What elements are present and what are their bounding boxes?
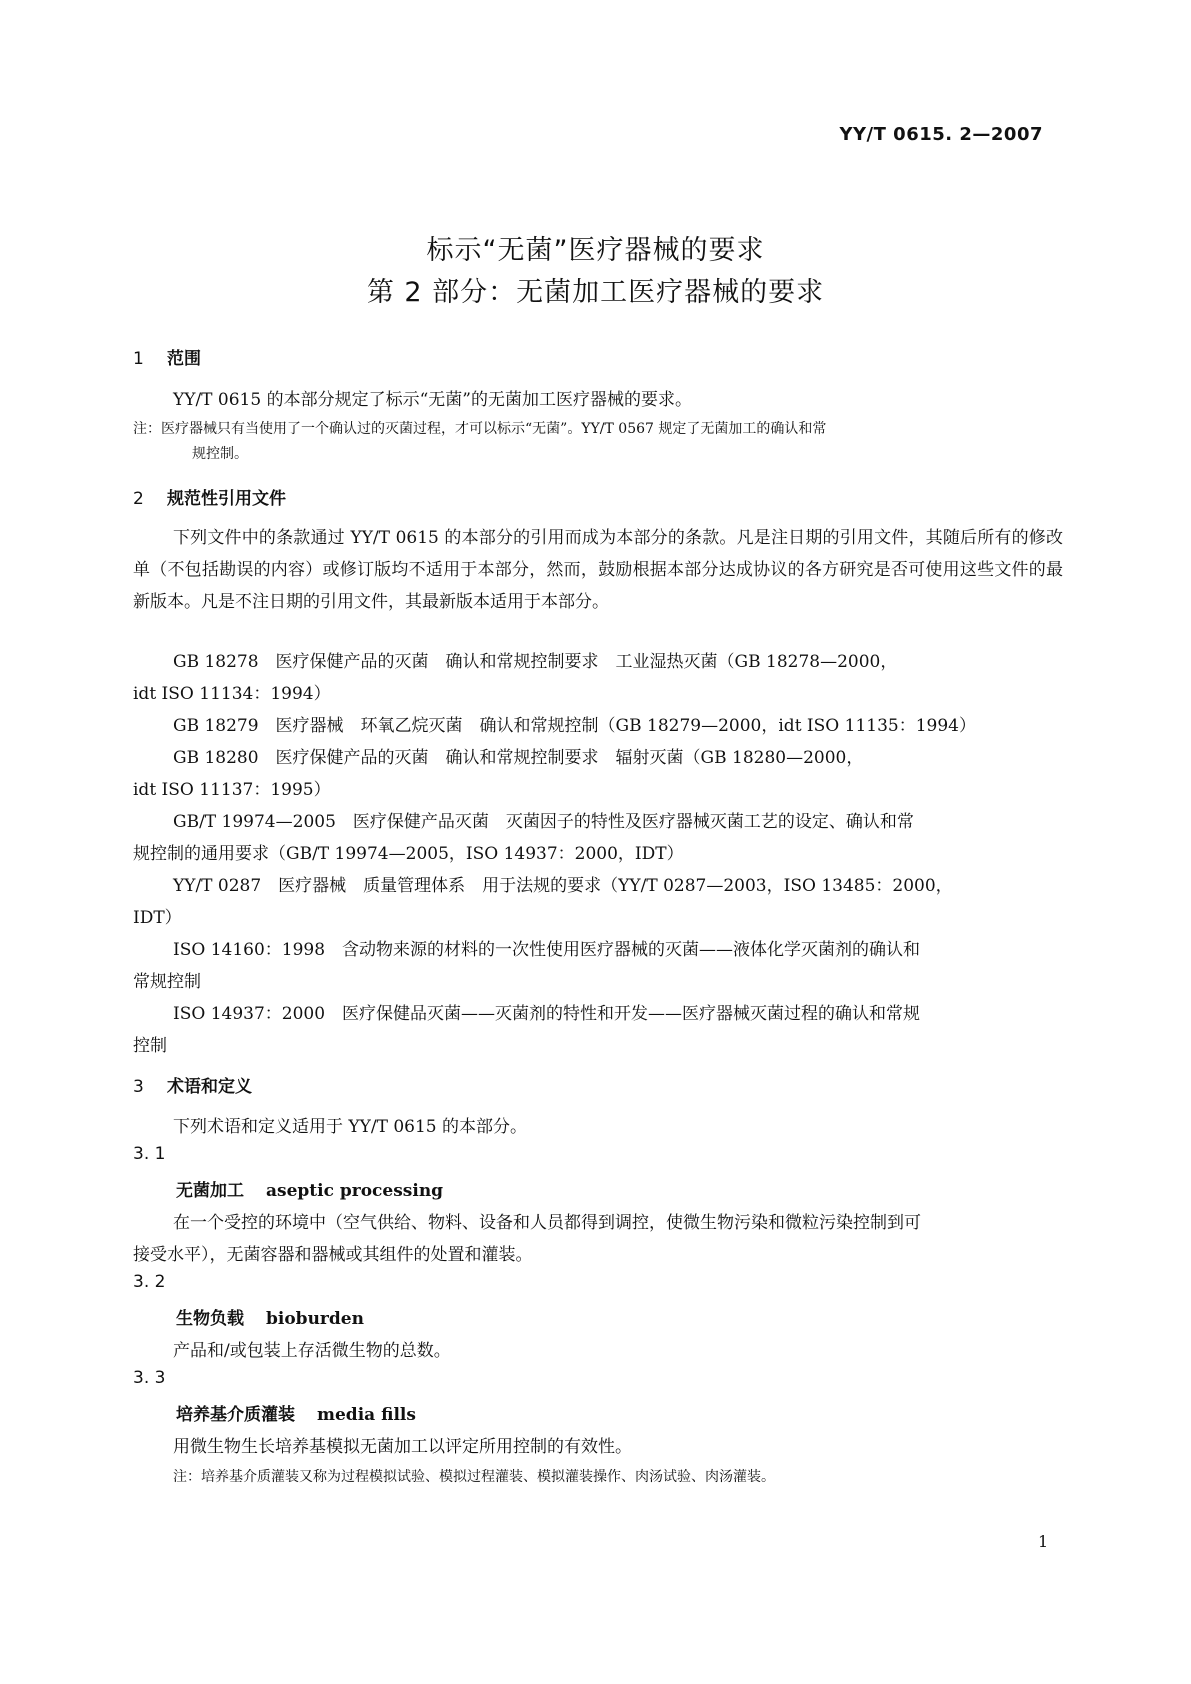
section-2-intro: 下列文件中的条款通过 YY/T 0615 的本部分的引用而成为本部分的条款。凡是注日期的引用文件，其随后所有的修改单（不包括勘误的内容）或修订版均不适用于本部分，然而，鼓励根据本部分达成协议的各方研究是否可使用这些文件的最新版本。凡是不注日期的引用文件，其最新版本适用于本部分。: [133, 528, 1063, 612]
term-zh: 培养基介质灌装: [176, 1405, 295, 1425]
term-zh: 生物负载: [176, 1309, 244, 1329]
document-title-line1: 标示“无菌”医疗器械的要求: [426, 235, 765, 266]
section-title: 规范性引用文件: [167, 489, 286, 509]
reference-6-line2: 常规控制: [133, 972, 201, 992]
section-3-heading: [133, 1072, 252, 1097]
term-en: bioburden: [266, 1309, 364, 1329]
section-title: 术语和定义: [167, 1077, 252, 1097]
section-2-heading: [133, 484, 286, 509]
term-number: 3. 2: [133, 1272, 166, 1292]
reference-1-line1: GB 18278 医疗保健产品的灭菌 确认和常规控制要求 工业湿热灭菌（GB 18278—2000，: [173, 652, 898, 672]
section-1-note-line2: 规控制。: [192, 446, 248, 462]
reference-2-line1: GB 18279 医疗器械 环氧乙烷灭菌 确认和常规控制（GB 18279—2000，idt ISO 11135：1994）: [173, 716, 976, 736]
section-number: 3: [133, 1077, 144, 1097]
term-en: media fills: [317, 1405, 416, 1425]
reference-3-line1: GB 18280 医疗保健产品的灭菌 确认和常规控制要求 辐射灭菌（GB 18280—2000，: [173, 748, 864, 768]
term-heading: [176, 1304, 364, 1329]
reference-1-line2: idt ISO 11134：1994）: [133, 684, 331, 704]
section-1-heading: [133, 344, 201, 369]
term-definition-line1: 用微生物生长培养基模拟无菌加工以评定所用控制的有效性。: [173, 1437, 632, 1457]
document-title-line2: 第 2 部分：无菌加工医疗器械的要求: [366, 277, 825, 308]
term-number: 3. 3: [133, 1368, 166, 1388]
reference-7-line2: 控制: [133, 1036, 167, 1056]
term-heading: [176, 1176, 443, 1201]
term-heading: [176, 1400, 416, 1425]
reference-6-line1: ISO 14160：1998 含动物来源的材料的一次性使用医疗器械的灭菌——液体化学灭菌剂的确认和: [173, 940, 921, 960]
reference-7-line1: ISO 14937：2000 医疗保健品灭菌——灭菌剂的特性和开发——医疗器械灭菌过程的确认和常规: [173, 1004, 921, 1024]
section-title: 范围: [167, 349, 201, 369]
term-note: 注：培养基介质灌装又称为过程模拟试验、模拟过程灌装、模拟灌装操作、肉汤试验、肉汤灌装。: [173, 1469, 775, 1485]
term-en: aseptic processing: [266, 1181, 444, 1201]
term-definition-line1: 产品和/或包装上存活微生物的总数。: [173, 1341, 451, 1361]
section-1-body: YY/T 0615 的本部分规定了标示“无菌”的无菌加工医疗器械的要求。: [173, 390, 692, 410]
reference-5-line2: IDT）: [133, 908, 182, 928]
section-3-intro: 下列术语和定义适用于 YY/T 0615 的本部分。: [173, 1117, 527, 1137]
reference-4-line2: 规控制的通用要求（GB/T 19974—2005，ISO 14937：2000，IDT）: [133, 844, 684, 864]
term-number: 3. 1: [133, 1144, 166, 1164]
section-number: 2: [133, 489, 144, 509]
reference-3-line2: idt ISO 11137：1995）: [133, 780, 331, 800]
reference-5-line1: YY/T 0287 医疗器械 质量管理体系 用于法规的要求（YY/T 0287—2003，ISO 13485：2000，: [173, 876, 953, 896]
term-zh: 无菌加工: [176, 1181, 244, 1201]
reference-4-line1: GB/T 19974—2005 医疗保健产品灭菌 灭菌因子的特性及医疗器械灭菌工艺的设定、确认和常: [173, 812, 914, 832]
section-number: 1: [133, 349, 144, 369]
standard-code: YY/T 0615. 2—2007: [839, 124, 1043, 145]
term-definition-line1: 在一个受控的环境中（空气供给、物料、设备和人员都得到调控，使微生物污染和微粒污染控制到可: [173, 1213, 921, 1233]
page-number: 1: [1038, 1532, 1049, 1551]
term-definition-line2: 接受水平），无菌容器和器械或其组件的处置和灌装。: [133, 1245, 533, 1265]
section-1-note-line1: 注：医疗器械只有当使用了一个确认过的灭菌过程，才可以标示“无菌”。YY/T 0567 规定了无菌加工的确认和常: [133, 421, 827, 437]
